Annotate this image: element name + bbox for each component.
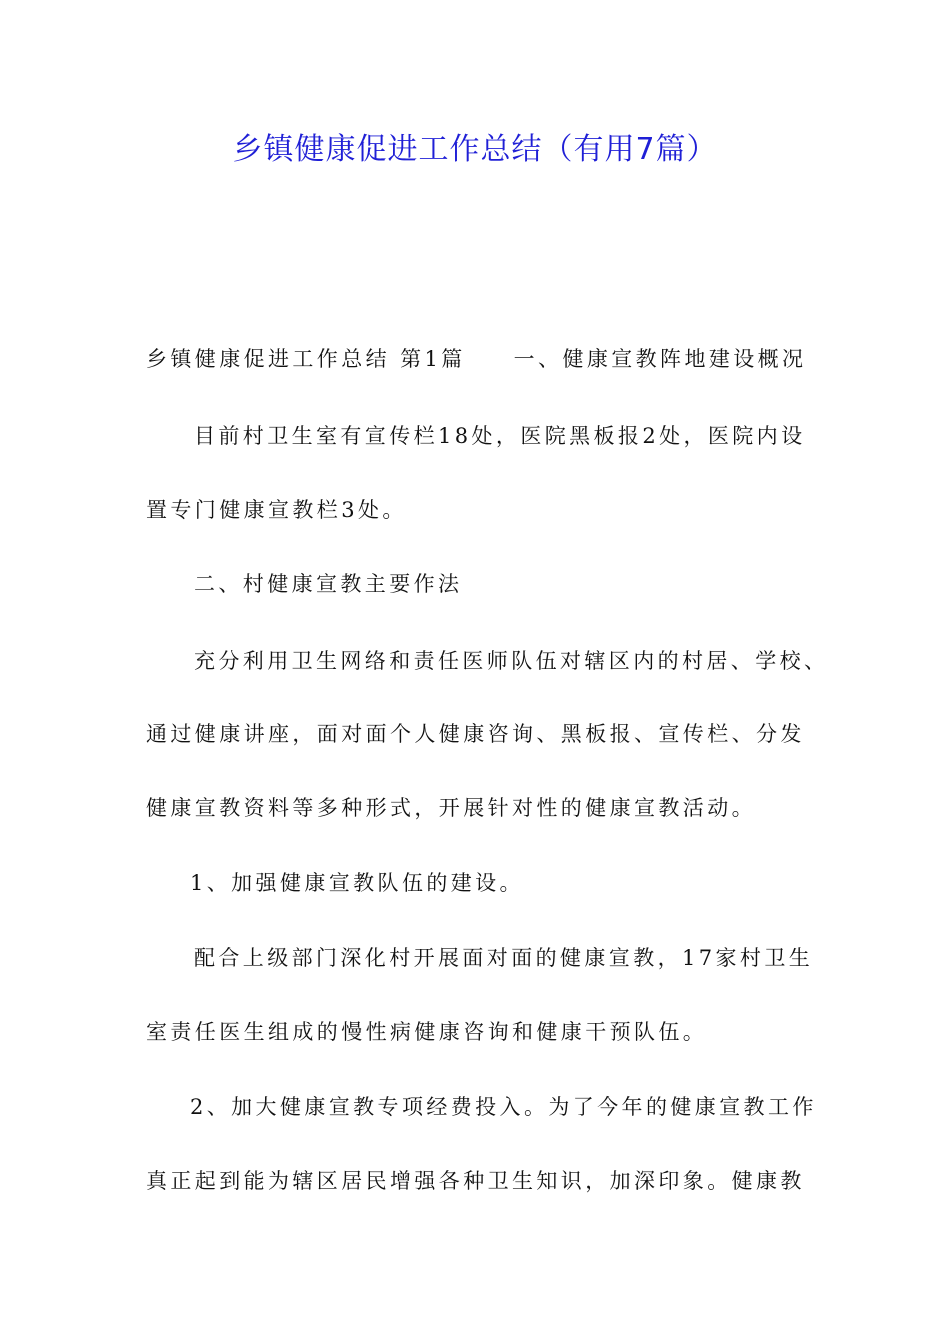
text-line-4: 二、村健康宣教主要作法 xyxy=(194,572,463,596)
text-line-12: 真正起到能为辖区居民增强各种卫生知识，加深印象。健康教 xyxy=(146,1169,805,1193)
text-line-10: 室责任医生组成的慢性病健康咨询和健康干预队伍。 xyxy=(146,1020,708,1044)
text-line-9: 配合上级部门深化村开展面对面的健康宣教，17家村卫生 xyxy=(194,946,814,970)
text-line-5: 充分利用卫生网络和责任医师队伍对辖区内的村居、学校、 xyxy=(194,649,829,673)
chapter-heading: 乡镇健康促进工作总结 第1篇 xyxy=(146,347,466,371)
text-line-3: 置专门健康宣教栏3处。 xyxy=(146,498,407,522)
text-line-11: 2、加大健康宣教专项经费投入。为了今年的健康宣教工作 xyxy=(190,1095,817,1119)
section-heading-1: 一、健康宣教阵地建设概况 xyxy=(513,347,807,371)
text-line-6: 通过健康讲座，面对面个人健康咨询、黑板报、宣传栏、分发 xyxy=(146,722,805,746)
text-line-2: 目前村卫生室有宣传栏18处，医院黑板报2处，医院内设 xyxy=(194,424,806,448)
text-line-1 xyxy=(146,343,806,375)
text-line-7: 健康宣教资料等多种形式，开展针对性的健康宣教活动。 xyxy=(146,796,756,820)
text-line-8: 1、加强健康宣教队伍的建设。 xyxy=(190,871,524,895)
document-title: 乡镇健康促进工作总结（有用7篇） xyxy=(232,132,718,167)
